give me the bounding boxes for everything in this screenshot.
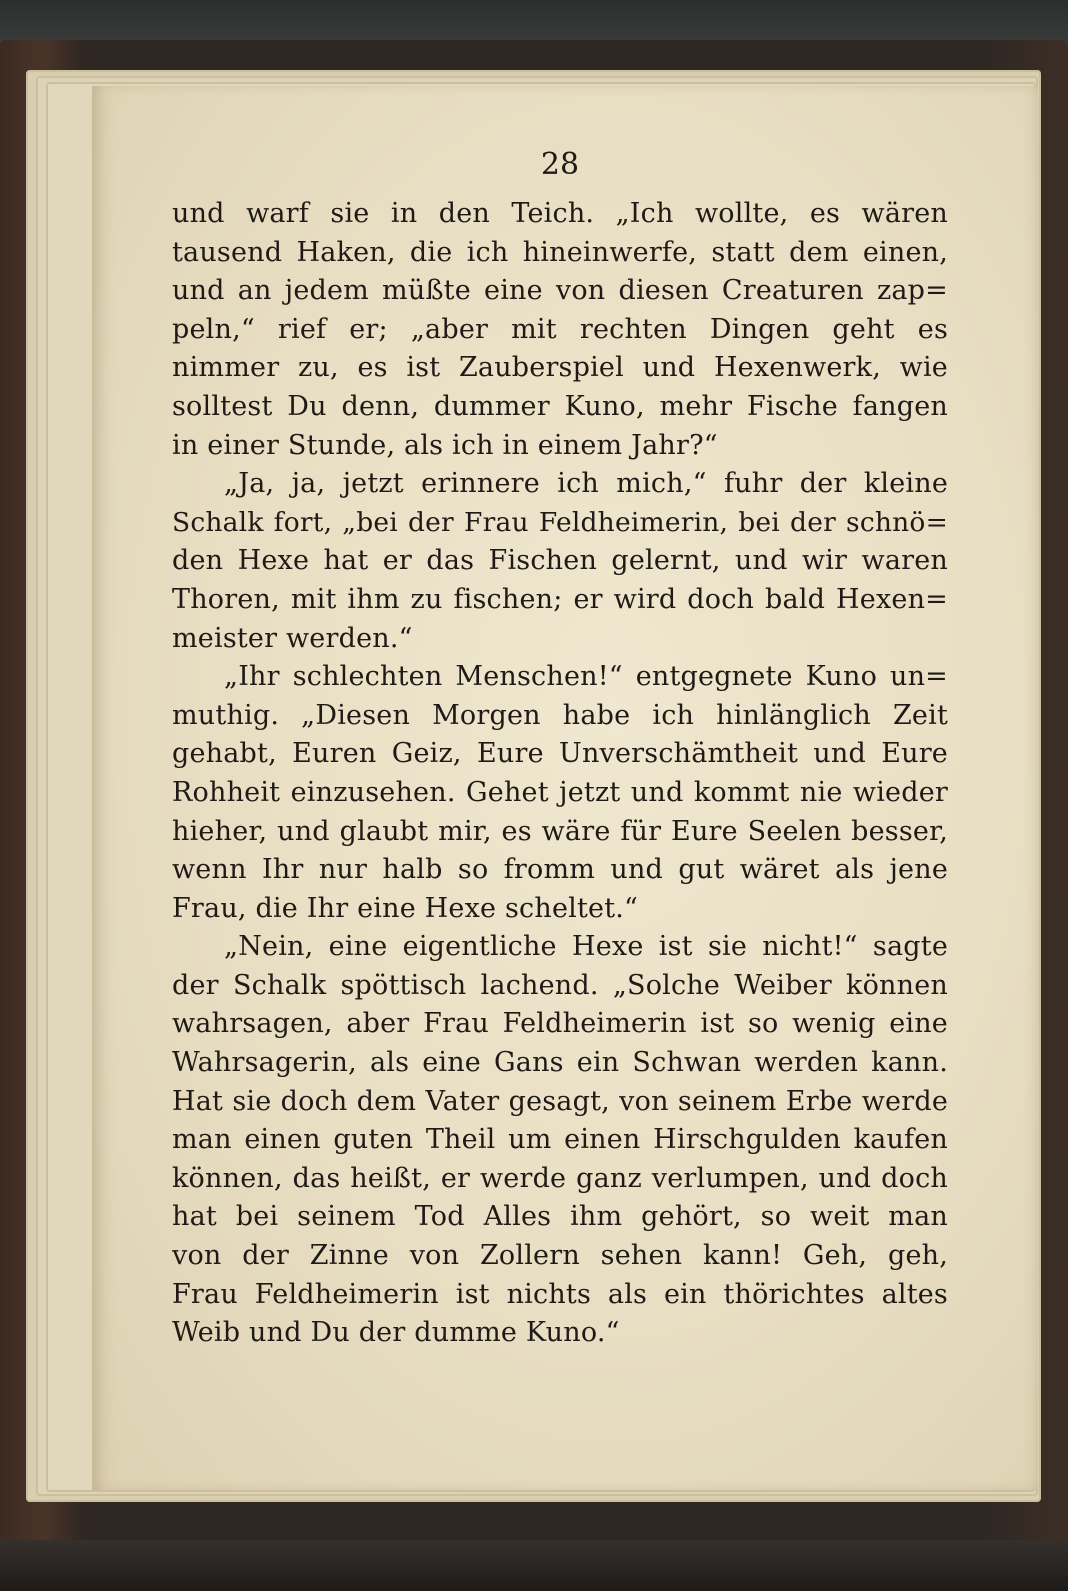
text-line: meister werden.“ xyxy=(172,622,413,654)
text-line: „Nein, eine eigentliche Hexe ist sie nicht!“ sagte xyxy=(224,931,948,963)
text-line: muthig. „Diesen Morgen habe ich hinlänglich Zeit xyxy=(172,699,948,731)
text-line: Rohheit einzusehen. Gehet jetzt und kommt nie wieder xyxy=(172,776,948,808)
text-line: nimmer zu, es ist Zauberspiel und Hexenwerk, wie xyxy=(172,352,948,384)
text-line: von der Zinne von Zollern sehen kann! Geh, geh, xyxy=(172,1240,948,1272)
text-line: den Hexe hat er das Fischen gelernt, und wir waren xyxy=(172,545,948,577)
text-line: tausend Haken, die ich hineinwerfe, statt dem einen, xyxy=(172,236,948,268)
text-line: „Ihr schlechten Menschen!“ entgegnete Kuno un= xyxy=(224,661,948,693)
text-line: gehabt, Euren Geiz, Eure Unverschämtheit und Eure xyxy=(172,738,948,770)
text-line: hieher, und glaubt mir, es wäre für Eure Seelen besser, xyxy=(172,815,948,847)
text-line: Frau, die Ihr eine Hexe scheltet.“ xyxy=(172,892,639,924)
page-text xyxy=(172,145,948,1353)
text-line: können, das heißt, er werde ganz verlumpen, und doch xyxy=(172,1162,948,1194)
text-line: wenn Ihr nur halb so fromm und gut wäret als jene xyxy=(172,854,948,886)
text-line: Frau Feldheimerin ist nichts als ein thörichtes altes xyxy=(172,1278,948,1310)
text-line: Hat sie doch dem Vater gesagt, von seinem Erbe werde xyxy=(172,1085,948,1117)
text-line: Schalk fort, „bei der Frau Feldheimerin, bei der schnö= xyxy=(172,506,948,538)
text-line: und warf sie in den Teich. „Ich wollte, es wären xyxy=(172,198,948,229)
text-line: wahrsagen, aber Frau Feldheimerin ist so wenig eine xyxy=(172,1008,948,1040)
text-line: „Ja, ja, jetzt erinnere ich mich,“ fuhr der kleine xyxy=(224,468,948,500)
text-line: man einen guten Theil um einen Hirschgulden kaufen xyxy=(172,1124,948,1156)
text-line: hat bei seinem Tod Alles ihm gehört, so weit man xyxy=(172,1201,948,1233)
text-line: in einer Stunde, als ich in einem Jahr?“ xyxy=(172,429,718,461)
text-line: peln,“ rief er; „aber mit rechten Dingen geht es xyxy=(172,313,948,345)
text-line: Weib und Du der dumme Kuno.“ xyxy=(172,1317,620,1349)
text-line: der Schalk spöttisch lachend. „Solche Weiber können xyxy=(172,969,948,1001)
page-number: 28 xyxy=(540,147,580,182)
text-line: solltest Du denn, dummer Kuno, mehr Fische fangen xyxy=(172,390,948,422)
text-line: und an jedem müßte eine von diesen Creaturen zap= xyxy=(172,275,948,307)
text-line: Thoren, mit ihm zu fischen; er wird doch bald Hexen= xyxy=(172,583,948,615)
text-line: Wahrsagerin, als eine Gans ein Schwan werden kann. xyxy=(172,1047,948,1079)
text-lines xyxy=(172,195,948,1353)
